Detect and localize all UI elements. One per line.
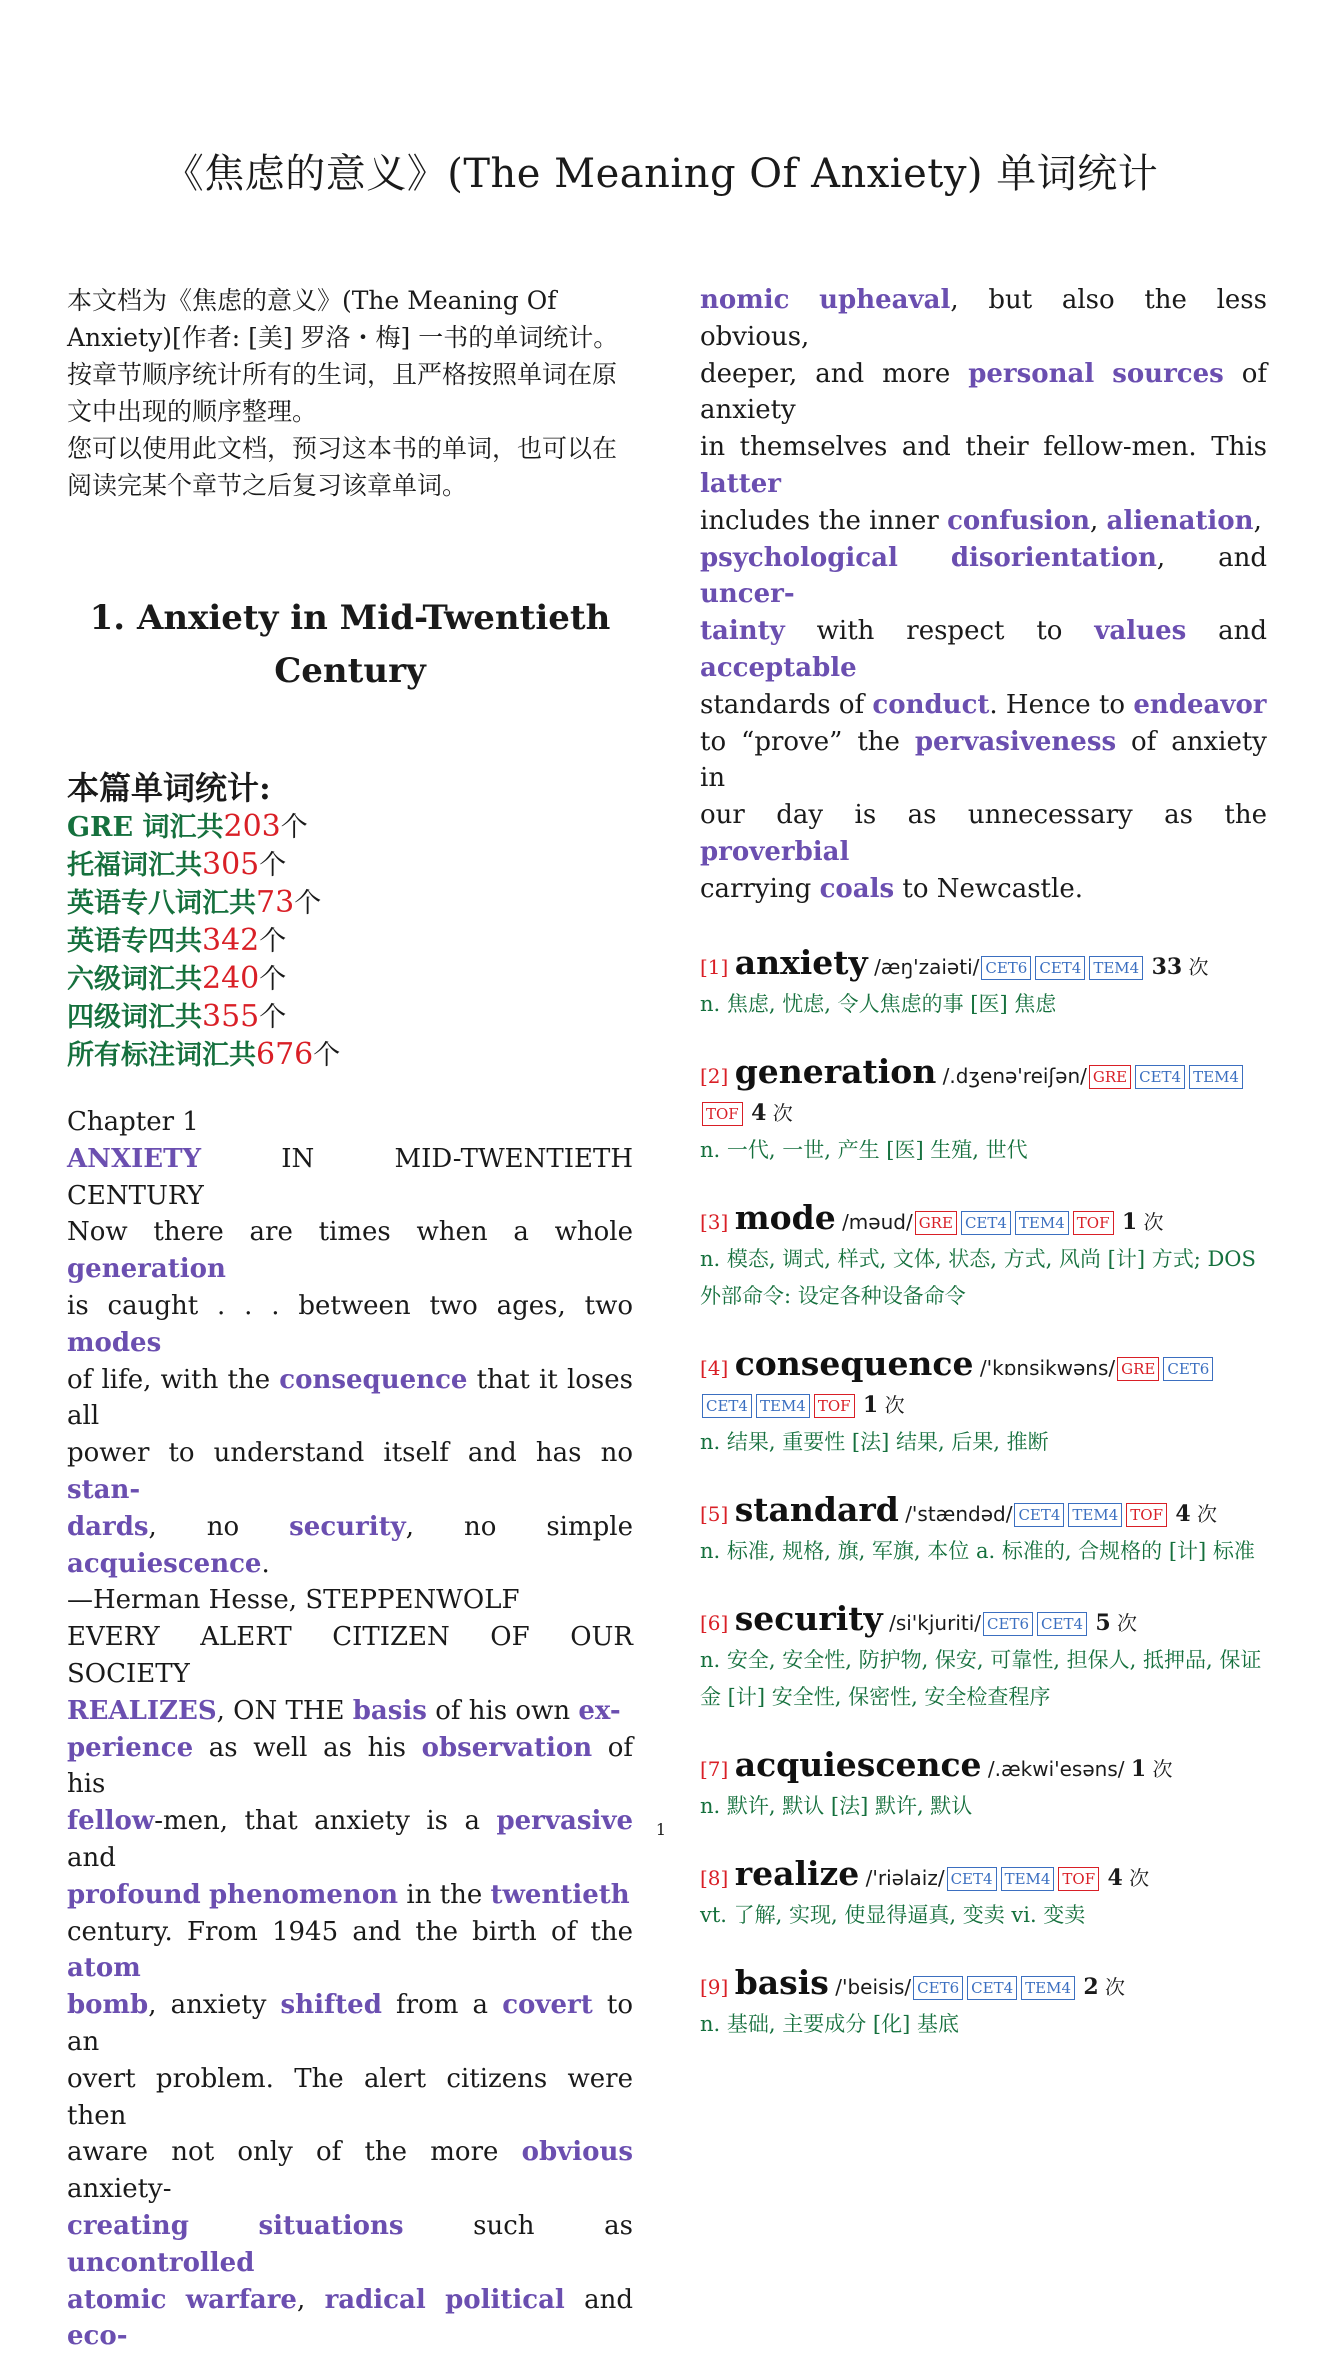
vocab-phonetic: /'beisis/ <box>835 1975 911 1999</box>
highlighted-word: bomb <box>67 1990 148 2020</box>
vocab-tag: TEM4 <box>1089 956 1143 980</box>
highlighted-word: tainty <box>700 616 785 646</box>
vocab-count: 4 <box>1175 1501 1190 1527</box>
highlighted-word: security <box>289 1512 406 1542</box>
text-segment: of his own <box>427 1696 578 1726</box>
page-number: 1 <box>0 1820 1322 1839</box>
highlighted-word: ex- <box>578 1696 620 1726</box>
vocab-definition: n. 默许, 默认 [法] 默许, 默认 <box>700 1788 1267 1825</box>
vocab-tag: TOF <box>702 1102 743 1126</box>
highlighted-word: modes <box>67 1328 161 1358</box>
highlighted-word: warfare <box>186 2285 297 2315</box>
vocab-word: realize <box>735 1854 860 1893</box>
vocab-index: [6] <box>700 1611 728 1635</box>
vocab-tag: TEM4 <box>1021 1976 1075 2000</box>
text-line <box>700 613 1267 687</box>
vocab-word: consequence <box>735 1344 974 1383</box>
highlighted-word: political <box>445 2285 565 2315</box>
vocab-count: 1 <box>1122 1209 1137 1235</box>
text-segment: to “prove” the <box>700 727 915 757</box>
vocab-times-label: 次 <box>1105 1975 1125 1999</box>
text-segment: EVERY ALERT CITIZEN OF OUR SOCIETY <box>67 1622 633 1689</box>
text-segment: , <box>1254 506 1262 536</box>
text-line <box>700 282 1267 356</box>
highlighted-word: basis <box>353 1696 427 1726</box>
highlighted-word: values <box>1094 616 1186 646</box>
stat-label: 所有标注词汇共 <box>67 1040 256 1071</box>
stat-row <box>67 846 633 884</box>
highlighted-word: confusion <box>947 506 1090 536</box>
text-line <box>700 540 1267 614</box>
text-segment: and <box>565 2285 633 2315</box>
vocab-head <box>700 1964 1267 2006</box>
vocab-entry <box>700 1600 1267 1716</box>
text-line <box>700 356 1267 430</box>
vocab-index: [9] <box>700 1975 728 1999</box>
vocab-times-label: 次 <box>1197 1502 1217 1526</box>
text-line <box>67 1730 633 1804</box>
vocab-count: 1 <box>863 1392 878 1418</box>
vocab-index: [4] <box>700 1356 728 1380</box>
stat-count: 73 <box>256 885 294 920</box>
vocab-phonetic: /æŋ'zaiəti/ <box>874 955 979 979</box>
text-line <box>67 2208 633 2282</box>
text-segment: -men, that anxiety is a <box>154 1806 496 1836</box>
text-segment: IN MID-TWENTIETH CENTURY <box>67 1144 633 1211</box>
text-line <box>67 2061 633 2135</box>
stat-label: 英语专八词汇共 <box>67 888 256 919</box>
right-column <box>700 282 1267 2073</box>
text-segment: that it loses all <box>67 1365 633 1432</box>
vocab-phonetic: /məud/ <box>842 1210 913 1234</box>
vocab-entry <box>700 1199 1267 1315</box>
highlighted-word: eco- <box>67 2321 128 2351</box>
text-line <box>67 1987 633 2061</box>
stat-label: 四级词汇共 <box>67 1002 202 1033</box>
vocab-tag: TOF <box>1126 1503 1167 1527</box>
text-segment: , ON THE <box>217 1696 353 1726</box>
vocab-tag: GRE <box>915 1211 957 1235</box>
text-segment: to an <box>67 1990 633 2057</box>
vocab-head <box>700 1491 1267 1533</box>
vocab-word: basis <box>735 1963 829 2002</box>
highlighted-word: observation <box>422 1733 593 1763</box>
stat-label: GRE 词汇共 <box>67 812 223 843</box>
highlighted-word: shifted <box>281 1990 382 2020</box>
left-column <box>67 282 633 2355</box>
stats-title: 本篇单词统计: <box>67 768 633 808</box>
intro-paragraph: 按章节顺序统计所有的生词，且严格按照单词在原文中出现的顺序整理。 <box>67 356 633 430</box>
text-line <box>700 797 1267 871</box>
vocab-head <box>700 1746 1267 1788</box>
highlighted-word: acquiescence <box>67 1549 261 1579</box>
chapter-text <box>67 1104 633 2355</box>
vocab-word: acquiescence <box>735 1745 982 1784</box>
vocab-tag: CET4 <box>1135 1065 1185 1089</box>
text-segment: century. From 1945 and the birth of the <box>67 1917 633 1947</box>
highlighted-word: uncer- <box>700 579 795 609</box>
text-segment: , but also the less obvious, <box>700 285 1267 352</box>
highlighted-word: conduct <box>872 690 989 720</box>
vocab-times-label: 次 <box>1117 1611 1137 1635</box>
stat-count: 203 <box>223 809 280 844</box>
highlighted-word: atom <box>67 1953 141 1983</box>
highlighted-word: nomic <box>700 285 789 315</box>
text-line <box>67 1619 633 1693</box>
vocab-count: 2 <box>1083 1974 1098 2000</box>
vocab-tag: TEM4 <box>1015 1211 1069 1235</box>
vocab-tag: CET4 <box>967 1976 1017 2000</box>
vocab-entry <box>700 1746 1267 1825</box>
highlighted-word: fellow <box>67 1806 154 1836</box>
text-segment <box>898 543 951 573</box>
vocab-tag: TOF <box>1073 1211 1114 1235</box>
highlighted-word: radical <box>325 2285 426 2315</box>
text-line <box>67 1877 633 1914</box>
text-segment: . <box>261 1549 269 1579</box>
vocab-tag: CET4 <box>1035 956 1085 980</box>
stat-count: 676 <box>256 1037 313 1072</box>
highlighted-word: situations <box>259 2211 404 2241</box>
vocab-index: [3] <box>700 1210 728 1234</box>
text-segment: and <box>67 1843 116 1873</box>
vocab-count: 33 <box>1152 954 1183 980</box>
text-segment: in the <box>398 1880 490 1910</box>
highlighted-word: profound <box>67 1880 201 1910</box>
highlighted-word: coals <box>820 874 895 904</box>
stats-list <box>67 808 633 1074</box>
page-title: 《焦虑的意义》(The Meaning Of Anxiety) 单词统计 <box>0 142 1322 199</box>
highlighted-word: sources <box>1112 359 1224 389</box>
vocab-entry <box>700 1855 1267 1934</box>
vocab-phonetic: /'kɒnsikwəns/ <box>980 1356 1115 1380</box>
vocab-count: 5 <box>1095 1610 1110 1636</box>
text-line <box>67 2134 633 2208</box>
highlighted-word: psychological <box>700 543 898 573</box>
vocab-definition: n. 一代, 一世, 产生 [医] 生殖, 世代 <box>700 1132 1267 1169</box>
text-segment: overt problem. The alert citizens were then <box>67 2064 633 2131</box>
vocab-times-label: 次 <box>1129 1866 1149 1890</box>
text-segment: our day is as unnecessary as the <box>700 800 1267 830</box>
stat-unit: 个 <box>281 812 308 843</box>
vocab-tag: CET6 <box>981 956 1031 980</box>
vocab-phonetic: /si'kjuriti/ <box>889 1611 981 1635</box>
text-segment: of his <box>67 1733 633 1800</box>
highlighted-word: stan- <box>67 1475 140 1505</box>
highlighted-word: alienation <box>1107 506 1254 536</box>
text-segment: in themselves and their fellow-men. This <box>700 432 1267 462</box>
vocab-definition: n. 模态, 调式, 样式, 文体, 状态, 方式, 风尚 [计] 方式; DOS 外部命令: 设定各种设备命令 <box>700 1241 1267 1315</box>
text-segment: as well as his <box>193 1733 421 1763</box>
text-segment: , <box>297 2285 325 2315</box>
text-segment: , no simple <box>406 1512 633 1542</box>
text-line <box>67 1693 633 1730</box>
text-segment: carrying <box>700 874 820 904</box>
highlighted-word: latter <box>700 469 781 499</box>
highlighted-word: atomic <box>67 2285 166 2315</box>
vocab-times-label: 次 <box>885 1393 905 1417</box>
stat-row <box>67 922 633 960</box>
vocab-word: anxiety <box>735 943 868 982</box>
text-segment: aware not only of the more <box>67 2137 522 2167</box>
stat-row <box>67 998 633 1036</box>
intro-paragraph: 本文档为《焦虑的意义》(The Meaning Of Anxiety)[作者: [美] 罗洛・梅] 一书的单词统计。 <box>67 282 633 356</box>
vocab-entry <box>700 1964 1267 2043</box>
intro-section <box>67 282 633 504</box>
text-segment: from a <box>382 1990 502 2020</box>
text-line <box>67 2282 633 2355</box>
text-segment: —Herman Hesse, STEPPENWOLF <box>67 1585 520 1615</box>
text-line <box>700 687 1267 724</box>
text-segment: of anxiety in <box>700 727 1267 794</box>
text-line <box>700 429 1267 503</box>
vocab-count: 4 <box>1108 1865 1123 1891</box>
vocab-entry <box>700 1491 1267 1570</box>
text-segment: with respect to <box>785 616 1095 646</box>
highlighted-word: ANXIETY <box>67 1144 201 1174</box>
highlighted-word: twentieth <box>491 1880 630 1910</box>
vocab-tag: CET4 <box>1037 1612 1087 1636</box>
text-line <box>67 1141 633 1215</box>
stat-count: 305 <box>202 847 259 882</box>
highlighted-word: dards <box>67 1512 149 1542</box>
vocab-tag: TEM4 <box>756 1394 810 1418</box>
stat-row <box>67 884 633 922</box>
text-line <box>67 1362 633 1436</box>
highlighted-word: uncontrolled <box>67 2248 254 2278</box>
stat-count: 342 <box>202 923 259 958</box>
highlighted-word: upheaval <box>819 285 950 315</box>
highlighted-word: acceptable <box>700 653 857 683</box>
text-segment: includes the inner <box>700 506 947 536</box>
vocab-word: generation <box>735 1052 937 1091</box>
text-segment: power to understand itself and has no <box>67 1438 633 1468</box>
highlighted-word: perience <box>67 1733 193 1763</box>
stat-count: 240 <box>202 961 259 996</box>
vocab-entry <box>700 1053 1267 1169</box>
highlighted-word: pervasive <box>496 1806 633 1836</box>
highlighted-word: phenomenon <box>209 1880 398 1910</box>
vocab-definition: vt. 了解, 实现, 使显得逼真, 变卖 vi. 变卖 <box>700 1897 1267 1934</box>
text-line <box>67 1509 633 1583</box>
vocab-index: [1] <box>700 955 728 979</box>
text-segment <box>201 1880 209 1910</box>
vocab-head <box>700 1053 1267 1132</box>
vocab-definition: n. 焦虑, 忧虑, 令人焦虑的事 [医] 焦虑 <box>700 986 1267 1023</box>
text-line <box>700 724 1267 798</box>
vocab-tag: TOF <box>1058 1867 1099 1891</box>
vocab-tag: TEM4 <box>1001 1867 1055 1891</box>
vocab-definition: n. 标准, 规格, 旗, 军旗, 本位 a. 标准的, 合规格的 [计] 标准 <box>700 1533 1267 1570</box>
text-segment: to Newcastle. <box>894 874 1083 904</box>
text-line <box>700 871 1267 908</box>
text-line <box>67 1104 633 1141</box>
vocab-phonetic: /.dʒenə'reiʃən/ <box>943 1064 1087 1088</box>
vocab-word: mode <box>735 1198 836 1237</box>
vocab-tag: TEM4 <box>1068 1503 1122 1527</box>
text-segment: anxiety- <box>67 2174 172 2204</box>
intro-paragraph: 您可以使用此文档，预习这本书的单词，也可以在阅读完某个章节之后复习该章单词。 <box>67 430 633 504</box>
stat-unit: 个 <box>259 926 286 957</box>
text-line <box>67 1582 633 1619</box>
vocab-tag: CET4 <box>1014 1503 1064 1527</box>
vocab-phonetic: /'riəlaiz/ <box>866 1866 945 1890</box>
vocab-head <box>700 944 1267 986</box>
text-line <box>67 1435 633 1509</box>
vocab-count: 4 <box>751 1100 766 1126</box>
vocab-phonetic: /'stændəd/ <box>905 1502 1012 1526</box>
stat-unit: 个 <box>259 850 286 881</box>
vocab-tag: CET6 <box>913 1976 963 2000</box>
vocab-tag: GRE <box>1117 1357 1159 1381</box>
vocab-definition: n. 结果, 重要性 [法] 结果, 后果, 推断 <box>700 1424 1267 1461</box>
text-segment <box>789 285 819 315</box>
vocab-list <box>700 944 1267 2043</box>
text-segment <box>166 2285 185 2315</box>
highlighted-word: endeavor <box>1133 690 1266 720</box>
text-segment: is caught . . . between two ages, two <box>67 1291 633 1321</box>
text-segment: of anxiety <box>700 359 1267 426</box>
text-segment <box>1094 359 1112 389</box>
text-line <box>67 1803 633 1877</box>
text-segment: , <box>1090 506 1107 536</box>
vocab-tag: TOF <box>814 1394 855 1418</box>
highlighted-word: personal <box>968 359 1094 389</box>
vocab-times-label: 次 <box>1144 1210 1164 1234</box>
vocab-entry <box>700 944 1267 1023</box>
highlighted-word: consequence <box>279 1365 467 1395</box>
highlighted-word: REALIZES <box>67 1696 217 1726</box>
vocab-entry <box>700 1345 1267 1461</box>
stat-unit: 个 <box>313 1040 340 1071</box>
vocab-times-label: 次 <box>773 1101 793 1125</box>
vocab-tag: CET4 <box>947 1867 997 1891</box>
vocab-tag: TEM4 <box>1189 1065 1243 1089</box>
text-line <box>700 503 1267 540</box>
vocab-count: 1 <box>1131 1756 1146 1782</box>
vocab-times-label: 次 <box>1189 955 1209 979</box>
vocab-index: [5] <box>700 1502 728 1526</box>
highlighted-word: creating <box>67 2211 189 2241</box>
highlighted-word: obvious <box>522 2137 633 2167</box>
chapter-heading: 1. Anxiety in Mid-Twentieth Century <box>67 592 633 698</box>
vocab-tag: CET6 <box>1163 1357 1213 1381</box>
vocab-head <box>700 1199 1267 1241</box>
vocab-word: standard <box>735 1490 899 1529</box>
vocab-head <box>700 1345 1267 1424</box>
vocab-definition: n. 基础, 主要成分 [化] 基底 <box>700 2006 1267 2043</box>
text-segment: deeper, and more <box>700 359 968 389</box>
stat-label: 六级词汇共 <box>67 964 202 995</box>
vocab-phonetic: /.ækwi'esəns/ <box>988 1757 1125 1781</box>
vocab-word: security <box>735 1599 883 1638</box>
stat-unit: 个 <box>259 964 286 995</box>
highlighted-word: proverbial <box>700 837 849 867</box>
text-segment: , no <box>149 1512 290 1542</box>
vocab-tag: GRE <box>1089 1065 1131 1089</box>
vocab-head <box>700 1855 1267 1897</box>
text-segment: and <box>1186 616 1267 646</box>
vocab-index: [8] <box>700 1866 728 1890</box>
highlighted-word: disorientation <box>951 543 1157 573</box>
text-segment: standards of <box>700 690 872 720</box>
stat-label: 英语专四共 <box>67 926 202 957</box>
highlighted-word: generation <box>67 1254 226 1284</box>
stat-unit: 个 <box>294 888 321 919</box>
text-segment: , and <box>1157 543 1267 573</box>
vocab-head <box>700 1600 1267 1642</box>
text-segment: Now there are times when a whole <box>67 1217 633 1247</box>
vocab-tag: CET6 <box>983 1612 1033 1636</box>
text-segment <box>189 2211 259 2241</box>
text-segment: , anxiety <box>148 1990 280 2020</box>
highlighted-word: covert <box>502 1990 593 2020</box>
stat-row <box>67 808 633 846</box>
vocab-tag: CET4 <box>961 1211 1011 1235</box>
text-segment: of life, with the <box>67 1365 279 1395</box>
highlighted-word: pervasiveness <box>915 727 1116 757</box>
stat-count: 355 <box>202 999 259 1034</box>
vocab-times-label: 次 <box>1153 1757 1173 1781</box>
vocab-index: [7] <box>700 1757 728 1781</box>
vocab-definition: n. 安全, 安全性, 防护物, 保安, 可靠性, 担保人, 抵押品, 保证金 [计] 安全性, 保密性, 安全检查程序 <box>700 1642 1267 1716</box>
stat-row <box>67 1036 633 1074</box>
stat-label: 托福词汇共 <box>67 850 202 881</box>
text-segment: Chapter 1 <box>67 1107 199 1137</box>
text-segment <box>426 2285 445 2315</box>
text-segment: . Hence to <box>989 690 1133 720</box>
text-segment: such as <box>404 2211 633 2241</box>
stat-unit: 个 <box>259 1002 286 1033</box>
text-line <box>67 1288 633 1362</box>
vocab-tag: CET4 <box>702 1394 752 1418</box>
vocab-index: [2] <box>700 1064 728 1088</box>
stat-row <box>67 960 633 998</box>
text-line <box>67 1214 633 1288</box>
chapter-text-continued <box>700 282 1267 908</box>
text-line <box>67 1914 633 1988</box>
